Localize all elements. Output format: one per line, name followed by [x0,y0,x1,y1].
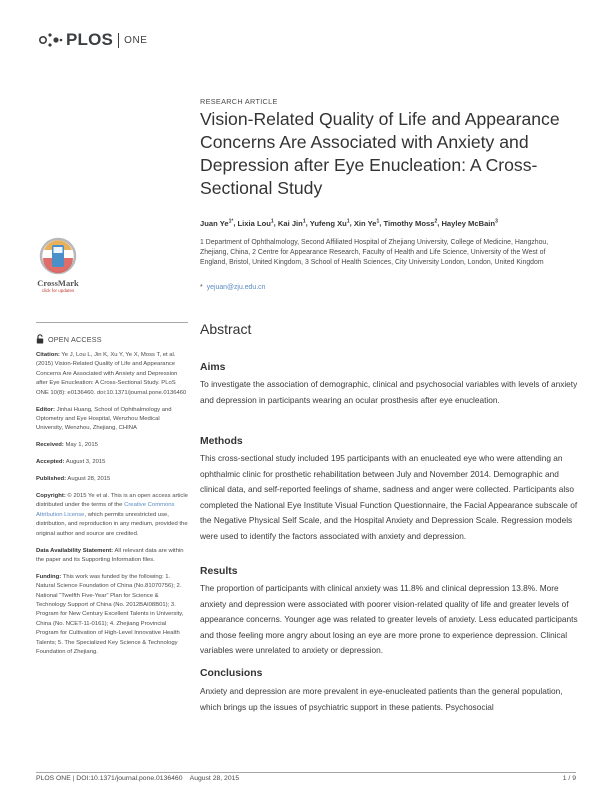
results-text: The proportion of participants with clinical anxiety was 11.8% and clinical depression 13.8%. More anxiety and depression were associated with poorer vision-related quality of life and greater levels of appearance concerns. Younger age was related to greater levels of anxiety. Less educated participants and those feeling more angry about losing an eye are more prone to experience depression. Clinical variables were unrelated to anxiety or depression. [200,583,578,656]
citation-text: Ye J, Lou L, Jin K, Xu Y, Ye X, Moss T, et al. (2015) Vision-Related Quality of Life and Appearance Concerns Are Associated with Anxiety and Depression after Eye Enucleation: A Cross-Sectional Study. PLoS ONE 10(8): e0136460. doi:10.1371/journal.pone.0136460 [36,352,187,396]
footer-divider [36,772,576,773]
citation-block [36,351,188,398]
accepted-date: August 3, 2015 [65,459,106,466]
article-info-sidebar [36,328,188,665]
author-name[interactable]: Timothy Moss$^2$ [383,218,438,228]
accepted-block [36,458,188,467]
author-name[interactable]: Juan $Ye^{1*}$ [200,218,234,228]
sidebar-divider [36,322,188,323]
copyright-heading: Copyright: [36,492,66,499]
data-availability-block [36,547,188,566]
data-availability-text: All relevant data are within the paper and its Supporting Information files. [36,547,184,563]
published-block [36,475,188,484]
affiliations: 1 Department of Ophthalmology, Second Affiliated Hospital of Zhejiang University, College of Medicine, Hangzhou, Zhejiang, China, 2 Centre for Appearance Research, Faculty of Health and Life Science, University of the West of England, Bristol, United Kingdom, 3 School of Health Sciences, City University London, London, United Kingdom [200,239,549,266]
editor-block [36,406,188,434]
logo-divider [118,33,119,48]
citation-heading: Citation: [36,352,60,358]
editor-text: Jinhai Huang, School of Ophthalmology and Optometry and Eye Hospital, Wenzhou Medical University, Wenzhou, Zhejiang, CHINA [36,406,172,432]
author-affiliation-ref: 1 [270,218,274,224]
plos-dots-icon [38,31,64,49]
received-heading: Received: [36,442,64,449]
author-name[interactable]: Lixia Lou$^1$ [237,218,274,228]
plos-one-logo[interactable] [38,30,148,50]
conclusions-text: Anxiety and depression are more prevalent in eye-enucleated patients than the general population, which brings up the issues of psychiatric support in these patients. Psychosocial [200,686,563,712]
author-affiliation-ref: 1* [228,218,234,224]
copyright-text-2: , which permits unrestricted use, distribution, and reproduction in any medium, provided the original author and source are credited. [36,511,188,537]
abstract-heading: Abstract [200,321,252,337]
article-type: RESEARCH ARTICLE [200,97,278,106]
open-lock-icon [36,334,44,344]
author-affiliation-ref: 1 [376,218,380,224]
data-availability-heading: Data Availability Statement: [36,547,114,554]
copyright-text-1: © 2015 Ye et al. This is an open access article distributed under the terms of the [36,492,188,509]
accepted-heading: Accepted: [36,459,65,466]
author-list: Juan $Ye^{1*}$, Lixia Lou$^1$, Kai Jin$^1$, Yufeng Xu$^1$, Xin Ye$^1$, Timothy Moss$^2$, Hayley McBain$^3$ [200,218,498,228]
methods-heading: Methods [200,436,243,447]
license-link[interactable]: Creative Commons Attribution License [36,502,175,518]
copyright-block [36,492,188,539]
article-title: Vision-Related Quality of Life and Appearance Concerns Are Associated with Anxiety and Depression after Eye Enucleation: A Cross-Sectional Study [200,109,560,198]
methods-text: This cross-sectional study included 195 participants with an enucleated eye who were attending an ophthalmic clinic for prosthetic rehabilitation between July and November 2014. Demographic and clinical data, and self-reported feelings of shame, sadness and anger were collected. Participants also completed the National Eye Institute Visual Function Questionnaire, the Facial Appearance subscale of the Negative Physical Self Scale, and the Hospital Anxiety and Depression Scale. Regression models were used to identify the factors associated with anxiety and depression. [200,453,578,541]
corresponding-marker: * [200,284,203,291]
author-affiliation-ref: 1 [346,218,350,224]
published-date: August 28, 2015 [67,476,111,483]
received-date: May 1, 2015 [65,442,98,449]
results-heading: Results [200,566,238,577]
logo-word: PLOS [66,30,114,49]
email-address[interactable]: yejuan@zju.edu.cn [206,284,266,291]
author-name[interactable]: Hayley McBain$^3$ [441,218,498,228]
funding-text: This work was funded by the following: 1. Natural Science Foundation of China (No.81070756); 2. National “Twelfth Five-Year” Plan for Science & Technology Support of China (No. 2012BAI08B01); 3. Program for New Century Excellent Talents in University, China (No. NCET-11-0161); 4. Zhejiang Provincial Program for Cultivation of High-Level Innovative Health Talents; 5. The Specialized Key Science & Technology Foundation of Zhejiang. [36,573,184,656]
published-heading: Published: [36,476,67,483]
author-name[interactable]: Kai Jin$^1$ [277,218,306,228]
logo-journal: ONE [124,34,148,46]
author-affiliation-ref: 2 [434,218,438,224]
crossmark-badge[interactable] [36,237,80,293]
crossmark-sub: click for updates [41,288,75,293]
aims-heading: Aims [200,362,226,373]
author-affiliation-ref: 1 [302,218,306,224]
open-access-badge [36,334,188,344]
conclusions-heading: Conclusions [200,668,263,679]
received-block [36,441,188,450]
aims-text: To investigate the association of demographic, clinical and psychosocial variables with levels of anxiety and depression in participants wearing an ocular prosthesis after eye enucleation. [200,379,578,405]
open-access-label: OPEN ACCESS [48,334,102,344]
corresponding-email[interactable] [200,284,265,291]
footer-citation: PLOS ONE | DOI:10.1371/journal.pone.0136460 August 28, 2015 [36,775,240,782]
author-name[interactable]: Xin Ye$^1$ [353,218,380,228]
crossmark-icon [38,237,78,275]
page-number: 1 / 9 [562,775,576,782]
author-affiliation-ref: 3 [495,218,498,224]
funding-block [36,573,188,658]
crossmark-label: CrossMark [37,278,79,288]
editor-heading: Editor: [36,406,55,413]
author-name[interactable]: Yufeng Xu$^1$ [309,218,350,228]
funding-heading: Funding: [36,573,62,580]
